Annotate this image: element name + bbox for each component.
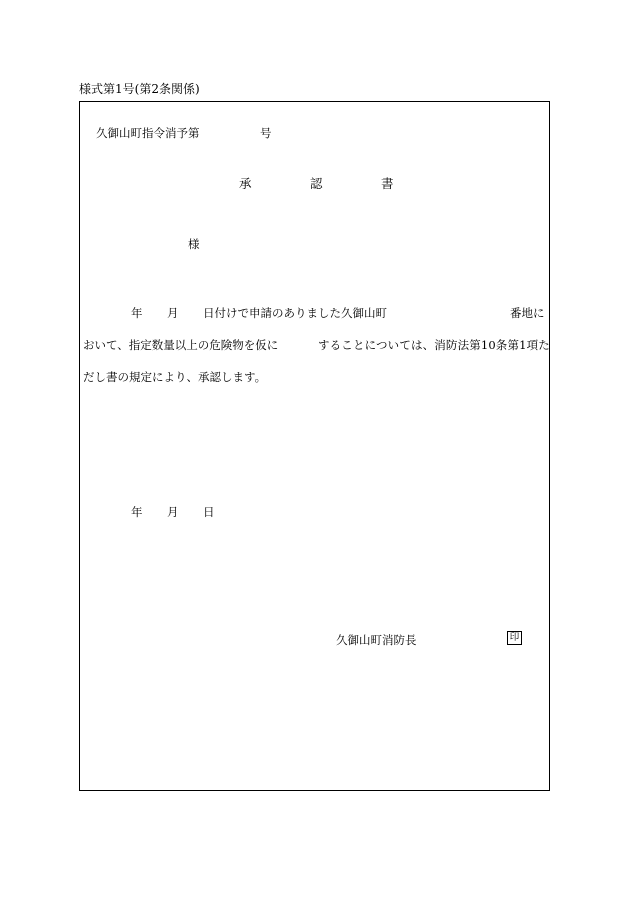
body-month-label: 月 xyxy=(167,306,179,320)
seal-stamp-box: 印 xyxy=(507,631,522,645)
body-line-3-text: だし書の規定により、承認します。 xyxy=(83,370,267,384)
reference-number-suffix: 号 xyxy=(260,126,272,140)
document-frame xyxy=(79,101,550,791)
date-day-label: 日 xyxy=(203,505,215,519)
body-line-1-text: 日付けで申請のありました久御山町 xyxy=(203,306,387,320)
issuer-name: 久御山町消防長 xyxy=(336,633,417,647)
document-title-char-1: 承 xyxy=(239,176,252,191)
reference-number-prefix: 久御山町指令消予第 xyxy=(96,126,200,140)
body-line-2-text-b: することについては、消防法第10条第1項た xyxy=(318,338,550,352)
body-line-1-end: 番地に xyxy=(510,306,545,320)
form-number-label: 様式第1号(第2条関係) xyxy=(79,82,200,96)
document-title-char-3: 書 xyxy=(381,176,394,191)
document-title-char-2: 認 xyxy=(310,176,323,191)
date-month-label: 月 xyxy=(167,505,179,519)
date-year-label: 年 xyxy=(131,505,143,519)
body-year-label: 年 xyxy=(131,306,143,320)
addressee-honorific: 様 xyxy=(188,237,200,251)
body-line-2-text-a: おいて、指定数量以上の危険物を仮に xyxy=(83,338,279,352)
